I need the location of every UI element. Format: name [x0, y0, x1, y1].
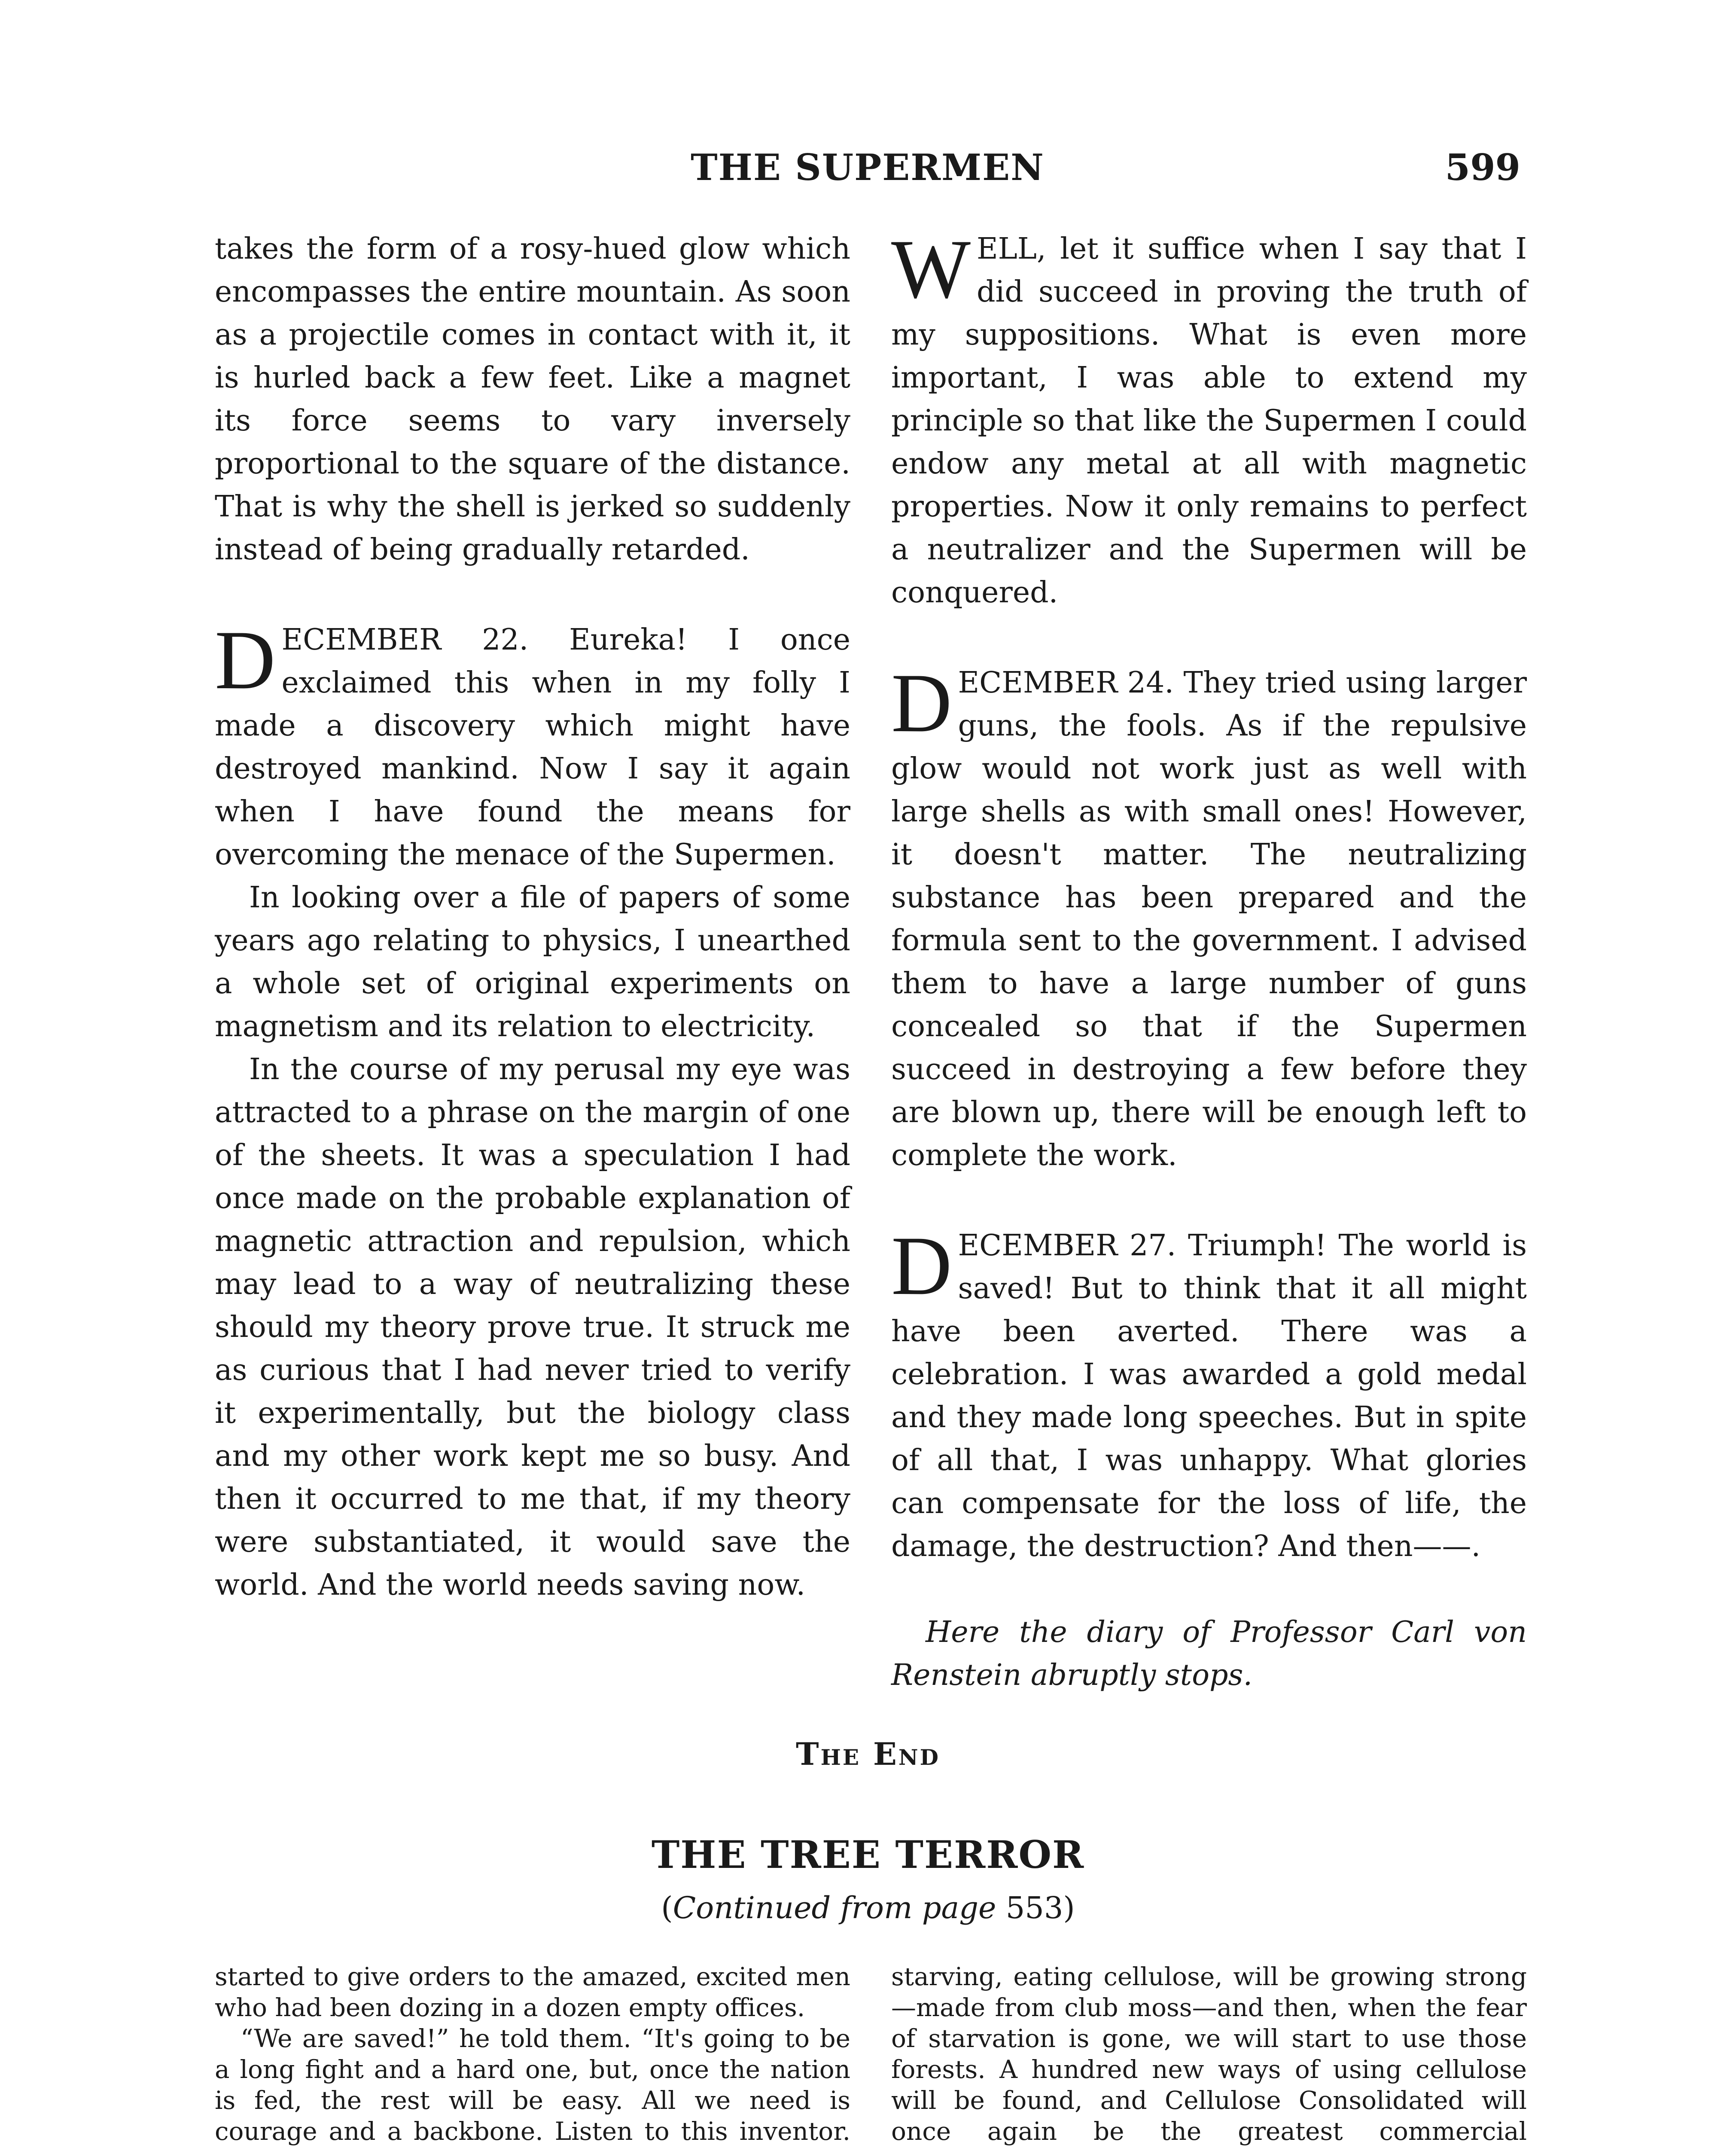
continued-label: Continued from page — [673, 1890, 996, 1925]
entry-text: They tried using larger guns, the fools. As if the repulsive glow would not work just as well with large shells as with small ones! However, it doesn't matter. The neutralizing substance has been prepared and the formula sent to the government. I advised them to have a large number of guns concealed so that if the Supermen succeed in destroying a few before they are blown up, there will be enough left to complete the work. — [891, 666, 1527, 1172]
running-title: THE SUPERMEN — [691, 146, 1045, 189]
supermen-left-column — [215, 228, 850, 1607]
diary-entry-well — [891, 223, 1527, 614]
drop-cap: D — [891, 1219, 952, 1312]
entry-date: ECEMBER 24. — [958, 666, 1174, 700]
drop-cap: D — [891, 656, 952, 750]
closing-editorial-note: Here the diary of Professor Carl von Renstein abruptly stops. — [891, 1615, 1527, 1692]
continuation-paragraph: takes the form of a rosy-hued glow which encompasses the entire mountain. As soon as a projectile comes in contact with it, it is hurled back a few feet. Like a magnet its force seems to vary inversely proportional to the square of the distance. That is why the shell is jerked so suddenly instead of being gradually retarded. — [215, 232, 850, 567]
continued-page: 553) — [1005, 1890, 1075, 1925]
entry-text: Triumph! The world is saved! But to think that it all might have been averted. There was a celebration. I was awarded a gold medal and they made long speeches. But in spite of all that, I was unhappy. What glories can compensate for the loss of life, the damage, the destruction? And then——. — [891, 1229, 1527, 1563]
diary-entry-dec24 — [891, 656, 1527, 1177]
diary-entry-dec22 — [215, 613, 850, 1607]
drop-cap: W — [891, 223, 971, 316]
the-end-mark: The End — [796, 1736, 940, 1772]
page-number: 599 — [1445, 146, 1520, 189]
continued-from-line: (Continued from page 553) — [661, 1890, 1075, 1925]
paragraph-perusal: In the course of my perusal my eye was attracted to a phrase on the margin of one of the sheets. It was a speculation I had once made on the probable explanation of magnetic attraction and repulsion, which may lead to a way of neutralizing these should my theory prove true. It struck me as curious that I had never tried to verify it experimentally, but the biology class and my other work kept me so busy. And then it occurred to me that, if my theory were substantiated, it would save the world. And the world needs saving now. — [215, 1053, 850, 1602]
paragraph-looking-over: In looking over a file of papers of some years ago relating to physics, I unearthed a whole set of original experiments on magnetism and its relation to electricity. — [215, 881, 850, 1043]
entry-text: let it suffice when I say that I did succeed in proving the truth of my suppositions. What is even more important, I was able to extend my principle so that like the Supermen I could endow any metal at all with magnetic properties. Now it only remains to perfect a neutralizer and the Supermen will be conquered. — [891, 232, 1527, 610]
paragraph: “We are saved!” he told them. “It's going to be a long fight and a hard one, but, once the nation is fed, the rest will be easy. All we need is courage and a backbone. Listen to this inventor. — [215, 2024, 850, 2146]
story-title: THE TREE TERROR — [651, 1832, 1085, 1877]
continuation-block — [215, 228, 850, 571]
paragraph: starving, eating cellulose, will be growing strong—made from club moss—and then, when the fear of starvation is gone, we will start to use those forests. A hundred new ways of using cellulose will be found, and Cellulose Consolidated will once again be the greatest commercial — [891, 1962, 1527, 2146]
paragraph: started to give orders to the amazed, excited men who had been dozing in a dozen empty offices. — [215, 1962, 850, 2022]
supermen-right-column — [891, 223, 1527, 1697]
drop-cap: D — [215, 613, 276, 707]
entry-date: ECEMBER 22. — [281, 623, 529, 657]
tree-terror-left-column — [215, 1961, 850, 2148]
entry-date: ECEMBER 27. — [958, 1229, 1176, 1263]
entry-text: Eureka! I once exclaimed this when in my folly I made a discovery which might have destroyed mankind. Now I say it again when I have found the means for overcoming the menace of the Supermen. — [215, 623, 850, 872]
diary-entry-dec27 — [891, 1219, 1527, 1568]
tree-terror-right-column — [891, 1961, 1527, 2148]
page-header — [215, 142, 1520, 193]
entry-lead: ELL, — [977, 232, 1046, 266]
